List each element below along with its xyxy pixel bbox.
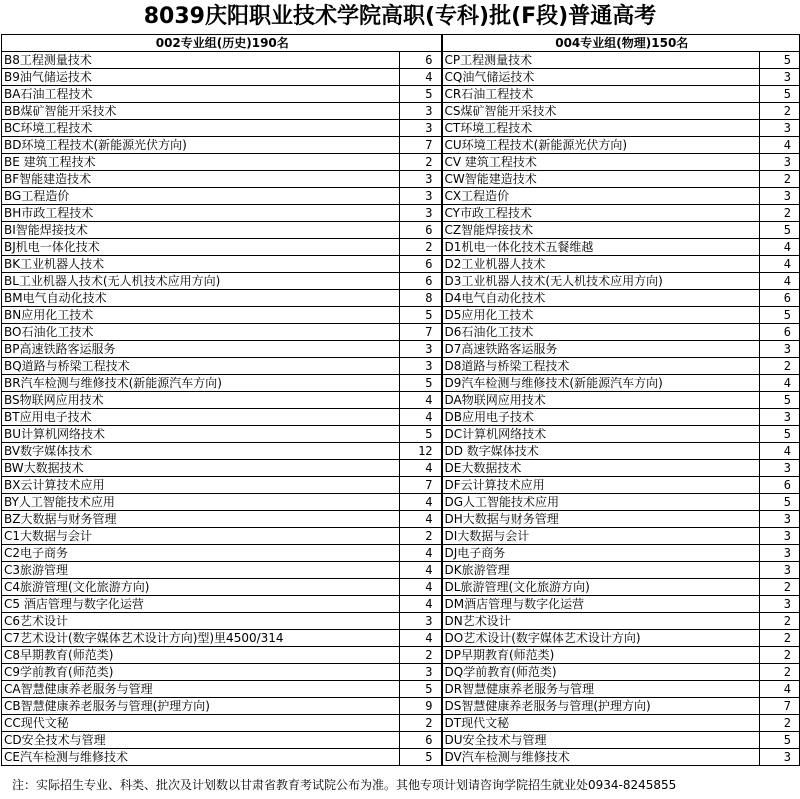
table-row — [2, 647, 800, 664]
table-row — [2, 273, 800, 290]
plan-count-history: 2 — [400, 715, 442, 732]
plan-count-physics: 3 — [760, 460, 800, 477]
major-name-physics: DU安全技术与管理 — [442, 732, 760, 749]
major-name-physics: CT环境工程技术 — [442, 120, 760, 137]
table-row — [2, 511, 800, 528]
plan-count-physics: 3 — [760, 409, 800, 426]
plan-count-history: 6 — [400, 52, 442, 69]
major-name-physics: CP工程测量技术 — [442, 52, 760, 69]
table-row — [2, 630, 800, 647]
table-row — [2, 290, 800, 307]
plan-count-physics: 2 — [760, 647, 800, 664]
major-name-physics: CY市政工程技术 — [442, 205, 760, 222]
major-name-physics: DM酒店管理与数字化运营 — [442, 596, 760, 613]
plan-count-history: 4 — [400, 460, 442, 477]
major-name-history: BZ大数据与财务管理 — [2, 511, 400, 528]
plan-count-history: 2 — [400, 528, 442, 545]
table-row — [2, 103, 800, 120]
plan-count-physics: 2 — [760, 715, 800, 732]
plan-count-history: 3 — [400, 358, 442, 375]
major-name-history: C2电子商务 — [2, 545, 400, 562]
plan-count-physics: 3 — [760, 120, 800, 137]
major-name-physics: D3工业机器人技术(无人机技术应用方向) — [442, 273, 760, 290]
major-name-physics: DD 数字媒体技术 — [442, 443, 760, 460]
table-row — [2, 358, 800, 375]
table-row — [2, 205, 800, 222]
enrollment-plan-table — [1, 34, 800, 766]
table-row — [2, 426, 800, 443]
plan-count-physics: 5 — [760, 494, 800, 511]
major-name-history: B9油气储运技术 — [2, 69, 400, 86]
major-name-physics: D2工业机器人技术 — [442, 256, 760, 273]
plan-count-physics: 3 — [760, 749, 800, 766]
plan-count-history: 3 — [400, 103, 442, 120]
major-name-history: BU计算机网络技术 — [2, 426, 400, 443]
plan-count-physics: 2 — [760, 630, 800, 647]
plan-count-history: 6 — [400, 273, 442, 290]
major-name-physics: D4电气自动化技术 — [442, 290, 760, 307]
major-name-physics: CZ智能焊接技术 — [442, 222, 760, 239]
plan-count-physics: 3 — [760, 511, 800, 528]
major-name-history: B8工程测量技术 — [2, 52, 400, 69]
table-row — [2, 69, 800, 86]
plan-count-physics: 5 — [760, 307, 800, 324]
major-name-history: C5 酒店管理与数字化运营 — [2, 596, 400, 613]
plan-count-physics: 5 — [760, 52, 800, 69]
major-name-physics: DJ电子商务 — [442, 545, 760, 562]
major-name-physics: DI大数据与会计 — [442, 528, 760, 545]
major-name-history: C1大数据与会计 — [2, 528, 400, 545]
plan-count-physics: 5 — [760, 392, 800, 409]
table-row — [2, 596, 800, 613]
plan-count-physics: 4 — [760, 239, 800, 256]
plan-count-history: 3 — [400, 613, 442, 630]
table-row — [2, 154, 800, 171]
table-row — [2, 528, 800, 545]
table-row — [2, 52, 800, 69]
table-row — [2, 171, 800, 188]
major-name-history: BG工程造价 — [2, 188, 400, 205]
plan-count-physics: 3 — [760, 154, 800, 171]
table-row — [2, 664, 800, 681]
page-title: 8039庆阳职业技术学院高职(专科)批(F段)普通高考 — [143, 4, 657, 29]
major-name-physics: D5应用化工技术 — [442, 307, 760, 324]
plan-count-history: 3 — [400, 205, 442, 222]
plan-count-history: 3 — [400, 341, 442, 358]
plan-count-history: 6 — [400, 256, 442, 273]
major-name-history: BI智能焊接技术 — [2, 222, 400, 239]
major-name-history: BH市政工程技术 — [2, 205, 400, 222]
major-name-physics: CQ油气储运技术 — [442, 69, 760, 86]
table-row — [2, 460, 800, 477]
major-name-history: BF智能建造技术 — [2, 171, 400, 188]
plan-count-history: 5 — [400, 749, 442, 766]
table-row — [2, 749, 800, 766]
major-name-history: BM电气自动化技术 — [2, 290, 400, 307]
plan-count-physics: 2 — [760, 358, 800, 375]
major-name-physics: DK旅游管理 — [442, 562, 760, 579]
major-name-physics: D9汽车检测与维修技术(新能源汽车方向) — [442, 375, 760, 392]
major-name-history: BR汽车检测与维修技术(新能源汽车方向) — [2, 375, 400, 392]
plan-count-history: 3 — [400, 120, 442, 137]
table-row — [2, 137, 800, 154]
major-name-history: BC环境工程技术 — [2, 120, 400, 137]
table-row — [2, 681, 800, 698]
table-row — [2, 579, 800, 596]
major-name-history: BY人工智能技术应用 — [2, 494, 400, 511]
plan-count-physics: 3 — [760, 341, 800, 358]
major-name-history: C4旅游管理(文化旅游方向) — [2, 579, 400, 596]
major-name-history: BD环境工程技术(新能源光伏方向) — [2, 137, 400, 154]
table-row — [2, 409, 800, 426]
major-name-history: C6艺术设计 — [2, 613, 400, 630]
plan-count-history: 4 — [400, 409, 442, 426]
major-name-history: BA石油工程技术 — [2, 86, 400, 103]
major-name-physics: DE大数据技术 — [442, 460, 760, 477]
major-name-physics: CU环境工程技术(新能源光伏方向) — [442, 137, 760, 154]
plan-count-physics: 2 — [760, 613, 800, 630]
major-name-physics: CW智能建造技术 — [442, 171, 760, 188]
plan-count-history: 4 — [400, 545, 442, 562]
plan-count-physics: 4 — [760, 273, 800, 290]
table-row — [2, 188, 800, 205]
plan-count-physics: 6 — [760, 324, 800, 341]
major-name-history: CD安全技术与管理 — [2, 732, 400, 749]
table-row — [2, 86, 800, 103]
plan-count-history: 4 — [400, 494, 442, 511]
major-name-history: CA智慧健康养老服务与管理 — [2, 681, 400, 698]
plan-count-history: 2 — [400, 647, 442, 664]
major-name-physics: DH大数据与财务管理 — [442, 511, 760, 528]
plan-count-physics: 6 — [760, 477, 800, 494]
plan-count-history: 4 — [400, 392, 442, 409]
major-name-history: C8早期教育(师范类) — [2, 647, 400, 664]
major-name-history: BQ道路与桥梁工程技术 — [2, 358, 400, 375]
table-row — [2, 222, 800, 239]
table-row — [2, 494, 800, 511]
plan-count-physics: 6 — [760, 290, 800, 307]
plan-count-physics: 3 — [760, 528, 800, 545]
table-row — [2, 120, 800, 137]
plan-count-physics: 2 — [760, 103, 800, 120]
major-name-history: BP高速铁路客运服务 — [2, 341, 400, 358]
plan-count-physics: 3 — [760, 562, 800, 579]
major-name-history: BT应用电子技术 — [2, 409, 400, 426]
group-header-physics: 004专业组(物理)150名 — [442, 35, 800, 52]
major-name-history: BS物联网应用技术 — [2, 392, 400, 409]
major-name-physics: DP早期教育(师范类) — [442, 647, 760, 664]
plan-count-physics: 3 — [760, 188, 800, 205]
major-name-history: C3旅游管理 — [2, 562, 400, 579]
table-row — [2, 239, 800, 256]
major-name-history: BX云计算技术应用 — [2, 477, 400, 494]
plan-count-history: 3 — [400, 188, 442, 205]
plan-count-history: 4 — [400, 511, 442, 528]
plan-count-history: 6 — [400, 732, 442, 749]
major-name-physics: DA物联网应用技术 — [442, 392, 760, 409]
major-name-history: C7艺术设计(数字媒体艺术设计方向)型)里4500/314 — [2, 630, 400, 647]
plan-count-physics: 4 — [760, 681, 800, 698]
major-name-physics: CV 建筑工程技术 — [442, 154, 760, 171]
major-name-physics: D1机电一体化技术五餐维越 — [442, 239, 760, 256]
major-name-physics: DV汽车检测与维修技术 — [442, 749, 760, 766]
plan-count-history: 5 — [400, 307, 442, 324]
table-row — [2, 307, 800, 324]
plan-count-physics: 4 — [760, 375, 800, 392]
major-name-history: BL工业机器人技术(无人机技术应用方向) — [2, 273, 400, 290]
plan-count-physics: 3 — [760, 69, 800, 86]
major-name-physics: DC计算机网络技术 — [442, 426, 760, 443]
plan-count-history: 3 — [400, 664, 442, 681]
table-row — [2, 375, 800, 392]
major-name-history: BN应用化工技术 — [2, 307, 400, 324]
plan-count-history: 6 — [400, 222, 442, 239]
plan-count-physics: 4 — [760, 137, 800, 154]
major-name-physics: CR石油工程技术 — [442, 86, 760, 103]
plan-count-physics: 3 — [760, 545, 800, 562]
major-name-history: BV数字媒体技术 — [2, 443, 400, 460]
major-name-history: CC现代文秘 — [2, 715, 400, 732]
plan-count-history: 4 — [400, 630, 442, 647]
plan-count-history: 4 — [400, 596, 442, 613]
major-name-history: BB煤矿智能开采技术 — [2, 103, 400, 120]
plan-count-physics: 2 — [760, 171, 800, 188]
table-row — [2, 613, 800, 630]
major-name-physics: D7高速铁路客运服务 — [442, 341, 760, 358]
major-name-history: CB智慧健康养老服务与管理(护理方向) — [2, 698, 400, 715]
plan-count-history: 5 — [400, 86, 442, 103]
major-name-history: CE汽车检测与维修技术 — [2, 749, 400, 766]
major-name-physics: DN艺术设计 — [442, 613, 760, 630]
plan-count-history: 5 — [400, 681, 442, 698]
plan-count-physics: 5 — [760, 222, 800, 239]
plan-count-history: 4 — [400, 562, 442, 579]
table-row — [2, 392, 800, 409]
major-name-physics: DR智慧健康养老服务与管理 — [442, 681, 760, 698]
table-row — [2, 698, 800, 715]
major-name-physics: DB应用电子技术 — [442, 409, 760, 426]
major-name-physics: D8道路与桥梁工程技术 — [442, 358, 760, 375]
table-row — [2, 545, 800, 562]
plan-count-physics: 4 — [760, 443, 800, 460]
major-name-physics: D6石油化工技术 — [442, 324, 760, 341]
table-row — [2, 562, 800, 579]
major-name-physics: DO艺术设计(数字媒体艺术设计方向) — [442, 630, 760, 647]
plan-count-history: 7 — [400, 477, 442, 494]
group-header-row — [2, 35, 800, 52]
major-name-history: BE 建筑工程技术 — [2, 154, 400, 171]
plan-count-physics: 5 — [760, 732, 800, 749]
table-row — [2, 732, 800, 749]
plan-count-history: 5 — [400, 375, 442, 392]
plan-count-history: 4 — [400, 579, 442, 596]
plan-count-history: 2 — [400, 154, 442, 171]
plan-count-physics: 5 — [760, 86, 800, 103]
plan-count-physics: 2 — [760, 205, 800, 222]
plan-count-physics: 3 — [760, 596, 800, 613]
major-name-physics: DT现代文秘 — [442, 715, 760, 732]
major-name-history: C9学前教育(师范类) — [2, 664, 400, 681]
plan-count-history: 7 — [400, 137, 442, 154]
table-row — [2, 443, 800, 460]
table-row — [2, 341, 800, 358]
footnote: 注：实际招生专业、科类、批次及计划数以甘肃省教育考试院公布为准。其他专项计划请咨询学院招生就业处0934-8245855 — [12, 778, 677, 792]
plan-count-physics: 4 — [760, 256, 800, 273]
plan-count-history: 2 — [400, 239, 442, 256]
table-row — [2, 715, 800, 732]
table-row — [2, 256, 800, 273]
plan-count-history: 3 — [400, 171, 442, 188]
major-name-physics: DG人工智能技术应用 — [442, 494, 760, 511]
table-row — [2, 324, 800, 341]
major-name-physics: DL旅游管理(文化旅游方向) — [442, 579, 760, 596]
plan-count-history: 12 — [400, 443, 442, 460]
major-name-physics: CX工程造价 — [442, 188, 760, 205]
plan-count-history: 9 — [400, 698, 442, 715]
major-name-history: BO石油化工技术 — [2, 324, 400, 341]
plan-count-history: 5 — [400, 426, 442, 443]
major-name-physics: DQ学前教育(师范类) — [442, 664, 760, 681]
major-name-history: BJ机电一体化技术 — [2, 239, 400, 256]
plan-count-history: 7 — [400, 324, 442, 341]
major-name-history: BW大数据技术 — [2, 460, 400, 477]
table-row — [2, 477, 800, 494]
major-name-physics: DF云计算技术应用 — [442, 477, 760, 494]
group-header-history: 002专业组(历史)190名 — [2, 35, 442, 52]
plan-count-physics: 7 — [760, 698, 800, 715]
plan-count-physics: 2 — [760, 579, 800, 596]
plan-count-history: 4 — [400, 69, 442, 86]
major-name-physics: DS智慧健康养老服务与管理(护理方向) — [442, 698, 760, 715]
major-name-history: BK工业机器人技术 — [2, 256, 400, 273]
major-name-physics: CS煤矿智能开采技术 — [442, 103, 760, 120]
plan-count-history: 8 — [400, 290, 442, 307]
plan-count-physics: 5 — [760, 426, 800, 443]
plan-count-physics: 2 — [760, 664, 800, 681]
